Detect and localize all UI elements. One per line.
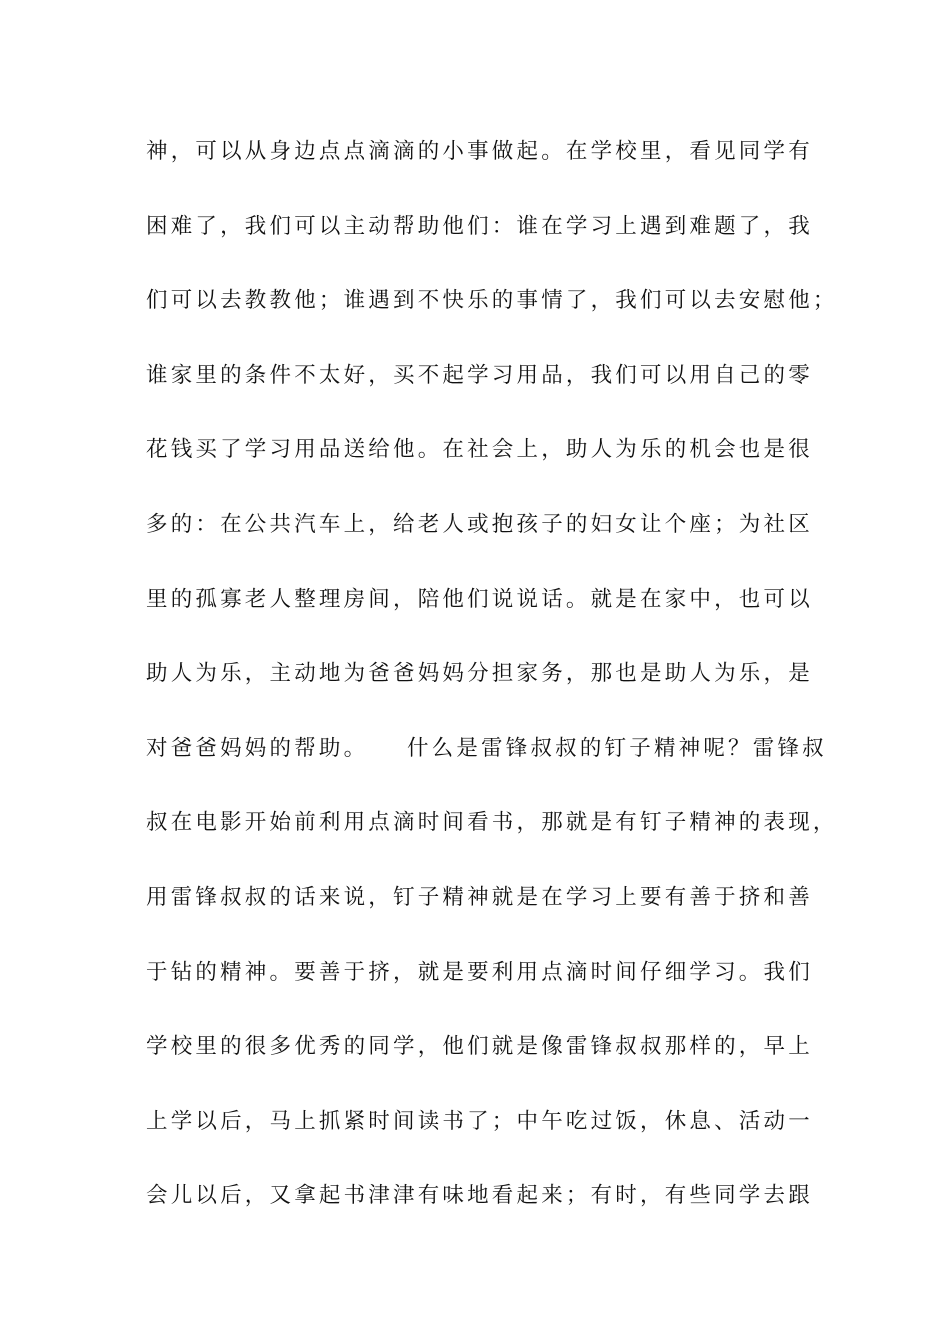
text-line: 谁家里的条件不太好，买不起学习用品，我们可以用自己的零: [146, 362, 813, 388]
text-line: 学校里的很多优秀的同学，他们就是像雷锋叔叔那样的，早上: [146, 1034, 813, 1060]
text-line: 困难了，我们可以主动帮助他们：谁在学习上遇到难题了，我: [146, 213, 813, 239]
text-line: 里的孤寡老人整理房间，陪他们说说话。就是在家中，也可以: [146, 586, 813, 612]
text-line: 会儿以后，又拿起书津津有味地看起来；有时，有些同学去跟: [146, 1183, 813, 1209]
text-line: 们可以去教教他；谁遇到不快乐的事情了，我们可以去安慰他；: [146, 288, 838, 314]
body-text: [146, 129, 838, 1248]
text-line: 多的：在公共汽车上，给老人或抱孩子的妇女让个座；为社区: [146, 511, 813, 537]
text-line: 助人为乐，主动地为爸爸妈妈分担家务，那也是助人为乐，是: [146, 661, 813, 687]
text-line: 叔在电影开始前利用点滴时间看书，那就是有钉子精神的表现，: [146, 810, 838, 836]
text-line: 对爸爸妈妈的帮助。 什么是雷锋叔叔的钉子精神呢？雷锋叔: [146, 735, 827, 761]
text-line: 用雷锋叔叔的话来说，钉子精神就是在学习上要有善于挤和善: [146, 884, 813, 910]
text-line: 上学以后，马上抓紧时间读书了；中午吃过饭，休息、活动一: [146, 1108, 813, 1134]
text-line: 神，可以从身边点点滴滴的小事做起。在学校里，看见同学有: [146, 139, 813, 164]
text-line: 于钻的精神。要善于挤，就是要利用点滴时间仔细学习。我们: [146, 959, 813, 985]
text-line: 花钱买了学习用品送给他。在社会上，助人为乐的机会也是很: [146, 437, 813, 463]
